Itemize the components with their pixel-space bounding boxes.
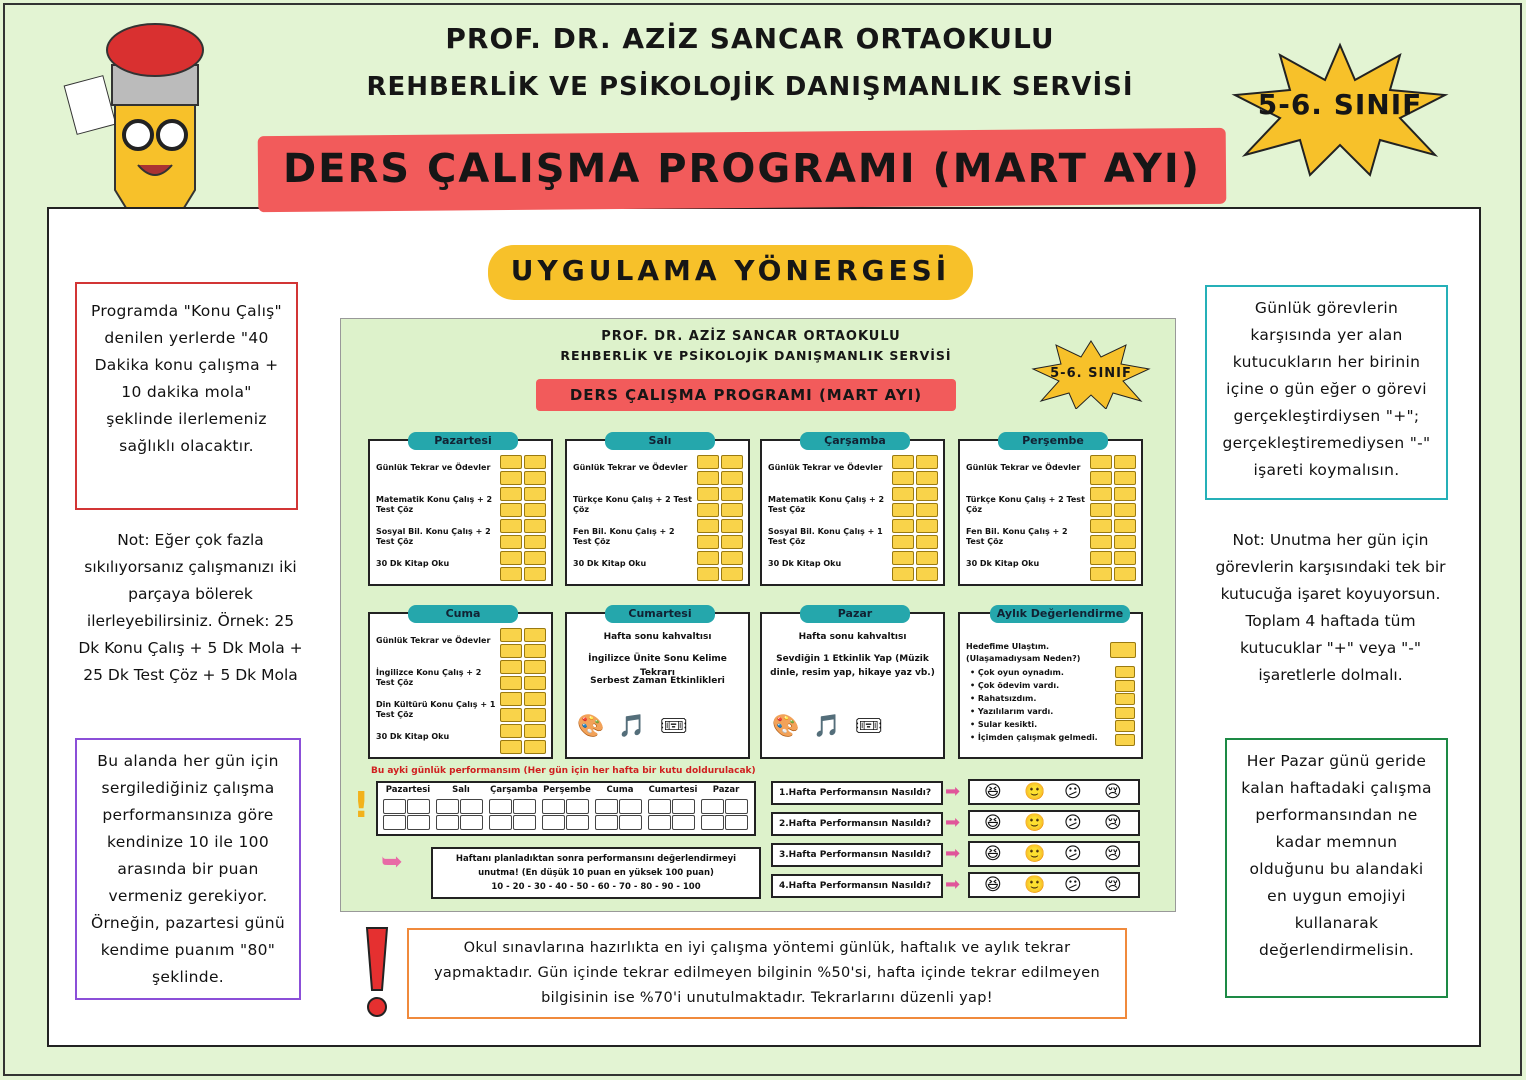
reason-checkbox[interactable] <box>1115 707 1135 719</box>
task-checkbox[interactable] <box>892 535 914 549</box>
activity-text: İngilizce Ünite Sonu Kelime Tekrarı <box>588 654 727 678</box>
emoji-row <box>968 872 1140 898</box>
task-checkbox[interactable] <box>500 519 522 533</box>
task-checkbox[interactable] <box>916 471 938 485</box>
day-tab: Pazartesi <box>408 432 518 450</box>
service-name: REHBERLİK VE PSİKOLOJİK DANIŞMANLIK SERVİSİ <box>366 72 1134 102</box>
perf-score-cell[interactable] <box>542 799 565 814</box>
perf-score-cell[interactable] <box>489 815 512 830</box>
task-checkbox[interactable] <box>500 644 522 658</box>
week-question: 2.Hafta Performansın Nasıldı? <box>771 812 943 836</box>
task-checkbox[interactable] <box>1090 535 1112 549</box>
task-label: Sosyal Bil. Konu Çalış + 1 Test Çöz <box>768 527 883 546</box>
emoji-option[interactable]: 🙂 <box>1024 813 1046 833</box>
inner-title: DERS ÇALIŞMA PROGRAMI (MART AYI) <box>569 386 923 404</box>
task-checkbox[interactable] <box>721 567 743 581</box>
task-checkbox[interactable] <box>892 567 914 581</box>
task-label: Din Kültürü Konu Çalış + 1 Test Çöz <box>376 700 496 719</box>
task-checkbox[interactable] <box>697 519 719 533</box>
task-label: Türkçe Konu Çalış + 2 Test Çöz <box>573 495 692 514</box>
task-label: 30 Dk Kitap Oku <box>966 559 1040 568</box>
reason-item: • Çok ödevim vardı. <box>970 681 1060 690</box>
task-checkbox[interactable] <box>500 708 522 722</box>
emoji-option[interactable]: 😆 <box>984 813 1002 833</box>
perf-score-cell[interactable] <box>648 799 671 814</box>
reason-item: • İçimden çalışmak gelmedi. <box>970 733 1098 742</box>
emoji-row <box>968 779 1140 805</box>
task-checkbox[interactable] <box>892 471 914 485</box>
task-checkbox[interactable] <box>1090 455 1112 469</box>
task-label: 30 Dk Kitap Oku <box>573 559 647 568</box>
reason-item: • Çok oyun oynadım. <box>970 668 1064 677</box>
task-checkbox[interactable] <box>721 455 743 469</box>
inner-service: REHBERLİK VE PSİKOLOJİK DANIŞMANLIK SERVİSİ <box>560 348 952 363</box>
emoji-option[interactable]: 🙂 <box>1024 844 1046 864</box>
day-card <box>760 434 945 586</box>
emoji-row <box>968 810 1140 836</box>
perf-score-cell[interactable] <box>672 815 695 830</box>
left-instruction-box: Programda "Konu Çalış" denilen yerlerde "40 Dakika konu çalışma + 10 dakika mola" şeklinde ilerlemeniz sağlıklı olacaktır. <box>75 282 298 510</box>
emoji-option[interactable]: 😢 <box>1104 813 1122 833</box>
perf-score-cell[interactable] <box>513 799 536 814</box>
task-checkbox[interactable] <box>721 551 743 565</box>
task-label: Günlük Tekrar ve Ödevler <box>768 463 883 472</box>
perf-score-cell[interactable] <box>619 815 642 830</box>
task-checkbox[interactable] <box>524 519 546 533</box>
day-tab: Pazar <box>800 605 910 623</box>
perf-score-cell[interactable] <box>383 799 406 814</box>
reminder-text: Haftanı planladıktan sonra performansını değerlendirmeyi unutma! (En düşük 10 puan en yüksek 100 puan) <box>455 854 737 878</box>
hobby-icons: 🎨🎵🎟 <box>577 714 702 739</box>
task-label: 30 Dk Kitap Oku <box>768 559 842 568</box>
day-tab: Cumartesi <box>605 605 715 623</box>
task-label: Türkçe Konu Çalış + 2 Test Çöz <box>966 495 1085 514</box>
perf-day-label: Çarşamba <box>490 785 538 795</box>
arrow-icon: ➡ <box>945 874 961 895</box>
perf-score-cell[interactable] <box>489 799 512 814</box>
task-checkbox[interactable] <box>1114 487 1136 501</box>
perf-score-cell[interactable] <box>513 815 536 830</box>
task-label: Fen Bil. Konu Çalış + 2 Test Çöz <box>966 527 1068 546</box>
task-checkbox[interactable] <box>1114 567 1136 581</box>
exclamation-icon: ! <box>353 785 370 826</box>
page-title: DERS ÇALIŞMA PROGRAMI (MART AYI) <box>282 146 1202 192</box>
task-checkbox[interactable] <box>1090 471 1112 485</box>
emoji-option[interactable]: 😆 <box>984 875 1002 895</box>
task-checkbox[interactable] <box>721 503 743 517</box>
emoji-option[interactable]: 🙂 <box>1024 782 1046 802</box>
task-checkbox[interactable] <box>1090 503 1112 517</box>
task-checkbox[interactable] <box>524 708 546 722</box>
emoji-option[interactable]: 😕 <box>1064 813 1082 833</box>
task-checkbox[interactable] <box>916 487 938 501</box>
perf-day-label: Cumartesi <box>648 785 698 795</box>
task-checkbox[interactable] <box>721 471 743 485</box>
day-tab: Cuma <box>408 605 518 623</box>
task-checkbox[interactable] <box>524 676 546 690</box>
task-checkbox[interactable] <box>500 551 522 565</box>
activity-text: Hafta sonu kahvaltısı <box>603 632 712 642</box>
grade-label: 5-6. SINIF <box>1257 88 1423 121</box>
left-note: Not: Eğer çok fazla sıkılıyorsanız çalışmanızı iki parçaya bölerek ilerleyebilirsiniz. Örnek: 25 Dk Konu Çalış + 5 Dk Mola + 25 Dk Test Çöz + 5 Dk Mola <box>78 531 303 684</box>
task-checkbox[interactable] <box>500 660 522 674</box>
reason-checkbox[interactable] <box>1115 666 1135 678</box>
perf-score-cell[interactable] <box>701 815 724 830</box>
reminder-box <box>431 847 761 899</box>
monthly-tab: Aylık Değerlendirme <box>990 605 1130 623</box>
task-checkbox[interactable] <box>500 567 522 581</box>
perf-day-label: Pazar <box>712 785 740 795</box>
perf-score-cell[interactable] <box>542 815 565 830</box>
task-checkbox[interactable] <box>916 503 938 517</box>
perf-day-label: Pazartesi <box>385 785 431 795</box>
left-score-box: Bu alanda her gün için sergilediğiniz çalışma performansınıza göre kendinize 10 ile 100 arasında bir puan vermeniz gerekiyor. Örneğin, pazartesi günü kendime puanım "80" şeklinde. <box>75 738 301 1000</box>
curved-arrow-icon: ➥ <box>381 847 403 877</box>
task-checkbox[interactable] <box>916 455 938 469</box>
task-checkbox[interactable] <box>1114 455 1136 469</box>
task-checkbox[interactable] <box>1114 551 1136 565</box>
inner-school: PROF. DR. AZİZ SANCAR ORTAOKULU <box>601 329 901 344</box>
perf-score-cell[interactable] <box>566 815 589 830</box>
emoji-option[interactable]: 😕 <box>1064 782 1082 802</box>
perf-score-cell[interactable] <box>619 799 642 814</box>
task-checkbox[interactable] <box>524 455 546 469</box>
arrow-icon: ➡ <box>945 781 961 802</box>
subtitle: UYGULAMA YÖNERGESİ <box>510 254 951 287</box>
task-checkbox[interactable] <box>524 660 546 674</box>
task-checkbox[interactable] <box>697 551 719 565</box>
perf-score-cell[interactable] <box>407 815 430 830</box>
task-checkbox[interactable] <box>697 567 719 581</box>
week-question: 3.Hafta Performansın Nasıldı? <box>771 843 943 867</box>
reason-checkbox[interactable] <box>1115 693 1135 705</box>
inner-grade-burst <box>1031 339 1151 409</box>
week-question: 1.Hafta Performansın Nasıldı? <box>771 781 943 805</box>
monthly-card <box>958 607 1143 759</box>
weekend-card <box>565 607 750 759</box>
inner-grade: 5-6. SINIF <box>1050 366 1132 381</box>
task-label: Matematik Konu Çalış + 2 Test Çöz <box>768 495 885 514</box>
emoji-option[interactable]: 😢 <box>1104 844 1122 864</box>
perf-day-label: Salı <box>452 785 470 795</box>
perf-score-cell[interactable] <box>460 815 483 830</box>
right-emoji-box: Her Pazar günü geride kalan haftadaki çalışma performansından ne kadar memnun olduğunu bu alandaki en uygun emojiyi kullanarak değerlendirmelisin. <box>1225 738 1448 998</box>
perf-table <box>376 781 756 836</box>
task-checkbox[interactable] <box>500 455 522 469</box>
task-checkbox[interactable] <box>524 503 546 517</box>
task-checkbox[interactable] <box>916 567 938 581</box>
day-card <box>958 434 1143 586</box>
emoji-option[interactable]: 😢 <box>1104 782 1122 802</box>
task-checkbox[interactable] <box>721 519 743 533</box>
task-checkbox[interactable] <box>500 503 522 517</box>
perf-day-label: Cuma <box>606 785 634 795</box>
task-label: 30 Dk Kitap Oku <box>376 732 450 741</box>
task-checkbox[interactable] <box>500 471 522 485</box>
score-scale: 10 - 20 - 30 - 40 - 50 - 60 - 70 - 80 - 90 - 100 <box>491 882 701 892</box>
task-checkbox[interactable] <box>524 471 546 485</box>
week-question: 4.Hafta Performansın Nasıldı? <box>771 874 943 898</box>
activity-text: Serbest Zaman Etkinlikleri <box>590 676 725 686</box>
day-card <box>565 434 750 586</box>
task-checkbox[interactable] <box>524 567 546 581</box>
task-checkbox[interactable] <box>524 740 546 754</box>
perf-score-cell[interactable] <box>436 815 459 830</box>
task-checkbox[interactable] <box>1090 519 1112 533</box>
task-checkbox[interactable] <box>697 535 719 549</box>
arrow-icon: ➡ <box>945 812 961 833</box>
reason-item: • Rahatsızdım. <box>970 694 1037 703</box>
right-note: Not: Unutma her gün için görevlerin karşısındaki tek bir kutucuğa işaret koyuyorsun. Toplam 4 haftada tüm kutucuklar "+" veya "-" işaretlerle dolmalı. <box>1215 531 1446 684</box>
task-checkbox[interactable] <box>500 628 522 642</box>
task-label: Günlük Tekrar ve Ödevler <box>376 636 491 645</box>
exclamation-icon <box>362 925 392 1020</box>
task-checkbox[interactable] <box>500 692 522 706</box>
task-label: Matematik Konu Çalış + 2 Test Çöz <box>376 495 493 514</box>
perf-score-cell[interactable] <box>595 815 618 830</box>
task-checkbox[interactable] <box>1114 519 1136 533</box>
why-label: (Ulaşamadıysam Neden?) <box>966 654 1081 663</box>
weekend-card <box>760 607 945 759</box>
task-checkbox[interactable] <box>500 487 522 501</box>
task-checkbox[interactable] <box>500 724 522 738</box>
day-tab: Çarşamba <box>800 432 910 450</box>
task-checkbox[interactable] <box>697 503 719 517</box>
perf-title: Bu ayki günlük performansım (Her gün için her hafta bir kutu doldurulacak) <box>371 766 756 776</box>
task-checkbox[interactable] <box>500 535 522 549</box>
task-checkbox[interactable] <box>1090 551 1112 565</box>
task-checkbox[interactable] <box>697 455 719 469</box>
emoji-option[interactable]: 😆 <box>984 844 1002 864</box>
perf-score-cell[interactable] <box>595 799 618 814</box>
activity-text: Hafta sonu kahvaltısı <box>798 632 907 642</box>
task-checkbox[interactable] <box>697 471 719 485</box>
emoji-option[interactable]: 🙂 <box>1024 875 1046 895</box>
reason-checkbox[interactable] <box>1115 734 1135 746</box>
task-checkbox[interactable] <box>697 487 719 501</box>
task-checkbox[interactable] <box>892 487 914 501</box>
school-name: PROF. DR. AZİZ SANCAR ORTAOKULU <box>445 22 1055 55</box>
task-checkbox[interactable] <box>892 503 914 517</box>
hobby-icons: 🎨🎵🎟 <box>772 714 897 739</box>
bottom-tip-box: Okul sınavlarına hazırlıkta en iyi çalışma yöntemi günlük, haftalık ve aylık tekrar yapmaktadır. Gün içinde tekrar edilmeyen bilginin %50'si, hafta içinde tekrar edilmeyen bilgisinin ise %70'i unutulmaktadır. Tekrarlarını düzenli yap! <box>407 928 1127 1019</box>
perf-day-label: Perşembe <box>543 785 591 795</box>
perf-score-cell[interactable] <box>407 799 430 814</box>
reason-item: • Yazılılarım vardı. <box>970 707 1054 716</box>
task-checkbox[interactable] <box>721 535 743 549</box>
goal-label: Hedefime Ulaştım. <box>966 642 1050 651</box>
task-checkbox[interactable] <box>524 535 546 549</box>
task-checkbox[interactable] <box>1114 535 1136 549</box>
goal-checkbox[interactable] <box>1110 642 1136 658</box>
task-checkbox[interactable] <box>524 487 546 501</box>
task-checkbox[interactable] <box>892 551 914 565</box>
task-checkbox[interactable] <box>524 644 546 658</box>
task-label: Günlük Tekrar ve Ödevler <box>966 463 1081 472</box>
task-label: Fen Bil. Konu Çalış + 2 Test Çöz <box>573 527 675 546</box>
perf-score-cell[interactable] <box>672 799 695 814</box>
reason-checkbox[interactable] <box>1115 680 1135 692</box>
perf-score-cell[interactable] <box>383 815 406 830</box>
task-checkbox[interactable] <box>524 628 546 642</box>
activity-text: Sevdiğin 1 Etkinlik Yap (Müzik dinle, resim yap, hikaye yaz vb.) <box>770 654 935 678</box>
perf-score-cell[interactable] <box>725 815 748 830</box>
task-checkbox[interactable] <box>916 551 938 565</box>
task-checkbox[interactable] <box>1114 471 1136 485</box>
arrow-icon: ➡ <box>945 843 961 864</box>
day-card <box>368 434 553 586</box>
perf-score-cell[interactable] <box>701 799 724 814</box>
task-checkbox[interactable] <box>524 692 546 706</box>
task-checkbox[interactable] <box>1090 487 1112 501</box>
day-tab: Salı <box>605 432 715 450</box>
task-checkbox[interactable] <box>721 487 743 501</box>
task-checkbox[interactable] <box>500 676 522 690</box>
task-checkbox[interactable] <box>892 455 914 469</box>
task-checkbox[interactable] <box>500 740 522 754</box>
emoji-option[interactable]: 😕 <box>1064 875 1082 895</box>
task-label: Günlük Tekrar ve Ödevler <box>376 463 491 472</box>
task-checkbox[interactable] <box>1114 503 1136 517</box>
task-checkbox[interactable] <box>524 551 546 565</box>
task-label: Günlük Tekrar ve Ödevler <box>573 463 688 472</box>
reason-item: • Sular kesikti. <box>970 720 1038 729</box>
task-label: 30 Dk Kitap Oku <box>376 559 450 568</box>
emoji-row <box>968 841 1140 867</box>
perf-score-cell[interactable] <box>725 799 748 814</box>
emoji-option[interactable]: 😆 <box>984 782 1002 802</box>
perf-score-cell[interactable] <box>460 799 483 814</box>
perf-score-cell[interactable] <box>436 799 459 814</box>
grade-starburst <box>1230 40 1450 180</box>
task-checkbox[interactable] <box>916 519 938 533</box>
perf-score-cell[interactable] <box>566 799 589 814</box>
right-instruction-box: Günlük görevlerin karşısında yer alan kutucukların her birinin içine o gün eğer o görevi gerçekleştirdiysen "+"; gerçekleştiremediysen "-" işareti koymalısın. <box>1205 285 1448 500</box>
program-preview <box>340 318 1176 912</box>
task-label: İngilizce Konu Çalış + 2 Test Çöz <box>376 668 482 687</box>
perf-score-cell[interactable] <box>648 815 671 830</box>
emoji-option[interactable]: 😕 <box>1064 844 1082 864</box>
reason-checkbox[interactable] <box>1115 720 1135 732</box>
day-tab: Perşembe <box>998 432 1108 450</box>
task-checkbox[interactable] <box>524 724 546 738</box>
task-checkbox[interactable] <box>892 519 914 533</box>
emoji-option[interactable]: 😢 <box>1104 875 1122 895</box>
task-checkbox[interactable] <box>1090 567 1112 581</box>
task-label: Sosyal Bil. Konu Çalış + 2 Test Çöz <box>376 527 491 546</box>
day-card <box>368 607 553 759</box>
task-checkbox[interactable] <box>916 535 938 549</box>
